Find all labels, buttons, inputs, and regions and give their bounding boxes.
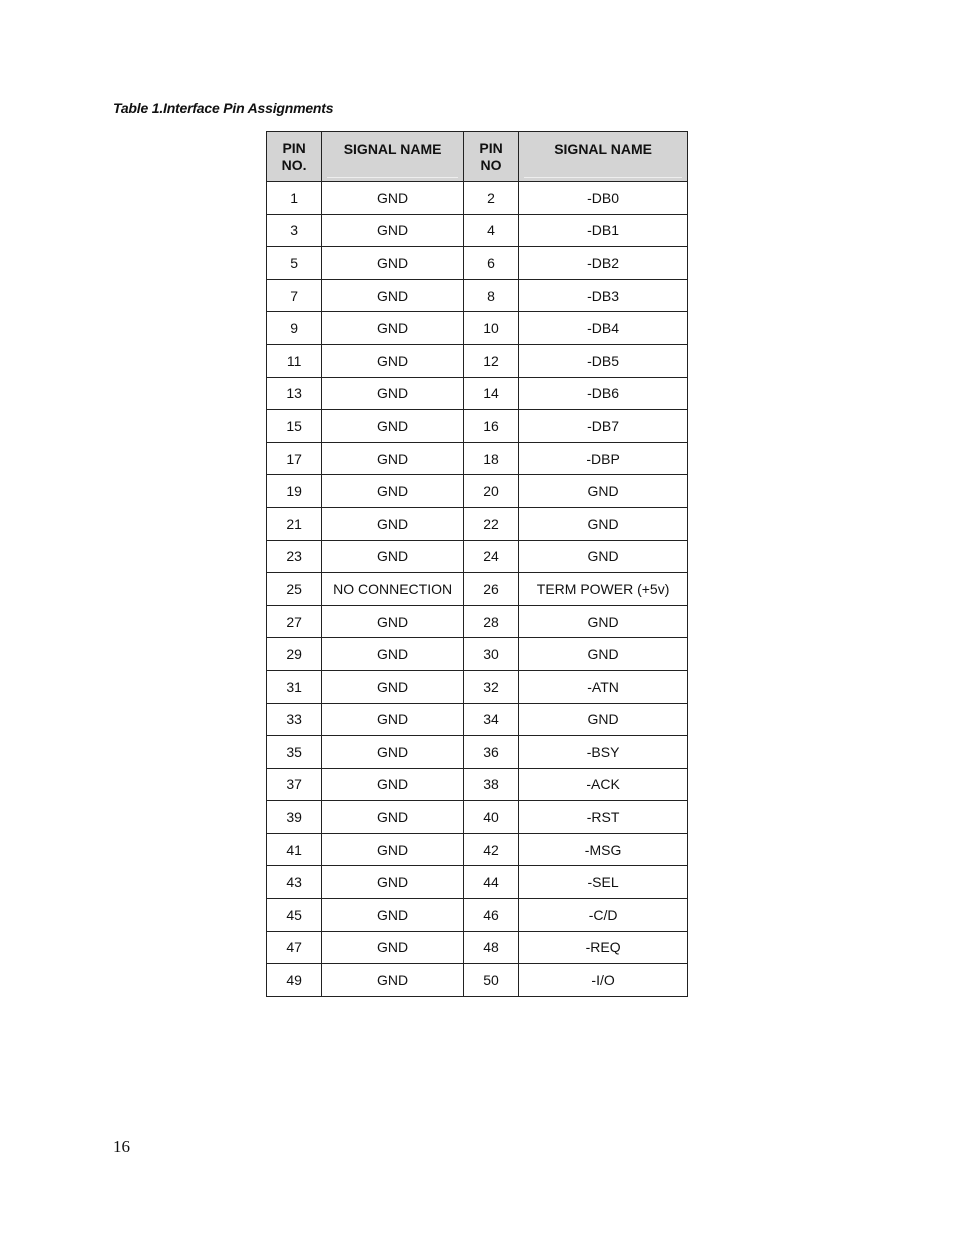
signal-name-cell: -MSG [519, 833, 688, 866]
header-signal-name-1-label: SIGNAL NAME [327, 135, 458, 178]
signal-name-cell: -DB6 [519, 377, 688, 410]
pin-number-cell: 23 [267, 540, 322, 573]
table-row [267, 964, 688, 997]
pin-number-cell: 25 [267, 573, 322, 606]
pin-number-cell: 42 [463, 833, 518, 866]
pin-number-cell: 31 [267, 670, 322, 703]
signal-name-cell: -C/D [519, 899, 688, 932]
signal-name-cell: GND [322, 801, 464, 834]
pin-number-cell: 40 [463, 801, 518, 834]
signal-name-cell: GND [322, 605, 464, 638]
table-row [267, 279, 688, 312]
header-pin-no-1-label: PIN NO. [281, 139, 307, 173]
signal-name-cell: -DB7 [519, 410, 688, 443]
table-row [267, 768, 688, 801]
signal-name-cell: GND [322, 736, 464, 769]
pin-number-cell: 5 [267, 247, 322, 280]
pin-number-cell: 39 [267, 801, 322, 834]
pin-number-cell: 6 [463, 247, 518, 280]
pin-number-cell: 22 [463, 507, 518, 540]
table-row [267, 833, 688, 866]
signal-name-cell: -ATN [519, 670, 688, 703]
pin-number-cell: 24 [463, 540, 518, 573]
signal-name-cell: GND [322, 540, 464, 573]
table-row [267, 703, 688, 736]
signal-name-cell: NO CONNECTION [322, 573, 464, 606]
pin-number-cell: 16 [463, 410, 518, 443]
table-header [267, 132, 688, 182]
pin-number-cell: 28 [463, 605, 518, 638]
pin-number-cell: 12 [463, 344, 518, 377]
pin-number-cell: 14 [463, 377, 518, 410]
signal-name-cell: GND [322, 931, 464, 964]
pin-number-cell: 35 [267, 736, 322, 769]
table-row [267, 344, 688, 377]
pin-number-cell: 37 [267, 768, 322, 801]
pin-number-cell: 18 [463, 442, 518, 475]
signal-name-cell: GND [322, 410, 464, 443]
table-row [267, 182, 688, 215]
signal-name-cell: GND [322, 670, 464, 703]
pin-number-cell: 20 [463, 475, 518, 508]
pin-number-cell: 34 [463, 703, 518, 736]
signal-name-cell: GND [519, 475, 688, 508]
signal-name-cell: GND [322, 638, 464, 671]
pin-number-cell: 27 [267, 605, 322, 638]
signal-name-cell: -BSY [519, 736, 688, 769]
signal-name-cell: -DB4 [519, 312, 688, 345]
table-row [267, 312, 688, 345]
signal-name-cell: GND [322, 344, 464, 377]
pin-number-cell: 21 [267, 507, 322, 540]
table-row [267, 736, 688, 769]
table-row [267, 247, 688, 280]
signal-name-cell: GND [322, 964, 464, 997]
table-row [267, 507, 688, 540]
pin-number-cell: 48 [463, 931, 518, 964]
signal-name-cell: GND [322, 377, 464, 410]
pin-number-cell: 9 [267, 312, 322, 345]
table-row [267, 377, 688, 410]
header-signal-name-2 [519, 132, 688, 182]
signal-name-cell: -DB5 [519, 344, 688, 377]
signal-name-cell: GND [322, 475, 464, 508]
table-row [267, 670, 688, 703]
signal-name-cell: -DB0 [519, 182, 688, 215]
signal-name-cell: GND [322, 768, 464, 801]
signal-name-cell: GND [322, 833, 464, 866]
table-row [267, 214, 688, 247]
pin-assignment-table [266, 131, 688, 997]
pin-number-cell: 41 [267, 833, 322, 866]
signal-name-cell: GND [322, 442, 464, 475]
signal-name-cell: GND [519, 703, 688, 736]
signal-name-cell: -SEL [519, 866, 688, 899]
pin-number-cell: 15 [267, 410, 322, 443]
header-row [267, 132, 688, 182]
signal-name-cell: GND [322, 182, 464, 215]
pin-number-cell: 13 [267, 377, 322, 410]
signal-name-cell: -I/O [519, 964, 688, 997]
table-row [267, 931, 688, 964]
pin-number-cell: 11 [267, 344, 322, 377]
pin-number-cell: 44 [463, 866, 518, 899]
signal-name-cell: GND [519, 507, 688, 540]
pin-number-cell: 8 [463, 279, 518, 312]
page-number: 16 [113, 1137, 130, 1156]
pin-number-cell: 46 [463, 899, 518, 932]
pin-number-cell: 7 [267, 279, 322, 312]
table-body [267, 182, 688, 997]
header-pin-no-1 [267, 132, 322, 182]
signal-name-cell: GND [519, 540, 688, 573]
pin-number-cell: 43 [267, 866, 322, 899]
pin-number-cell: 19 [267, 475, 322, 508]
signal-name-cell: -ACK [519, 768, 688, 801]
table-row [267, 540, 688, 573]
signal-name-cell: TERM POWER (+5v) [519, 573, 688, 606]
pin-number-cell: 50 [463, 964, 518, 997]
header-signal-name-2-label: SIGNAL NAME [524, 135, 682, 178]
pin-number-cell: 33 [267, 703, 322, 736]
pin-number-cell: 10 [463, 312, 518, 345]
table-row [267, 410, 688, 443]
pin-number-cell: 1 [267, 182, 322, 215]
signal-name-cell: GND [322, 507, 464, 540]
pin-number-cell: 30 [463, 638, 518, 671]
pin-number-cell: 32 [463, 670, 518, 703]
header-pin-no-2-label: PIN NO [479, 139, 503, 173]
table-row [267, 638, 688, 671]
signal-name-cell: GND [322, 899, 464, 932]
table-row [267, 475, 688, 508]
table-caption: Table 1.Interface Pin Assignments [113, 100, 334, 116]
signal-name-cell: -REQ [519, 931, 688, 964]
signal-name-cell: GND [519, 605, 688, 638]
signal-name-cell: -DB2 [519, 247, 688, 280]
table-row [267, 801, 688, 834]
signal-name-cell: GND [322, 247, 464, 280]
pin-number-cell: 17 [267, 442, 322, 475]
pin-number-cell: 47 [267, 931, 322, 964]
pin-number-cell: 3 [267, 214, 322, 247]
pin-number-cell: 36 [463, 736, 518, 769]
signal-name-cell: GND [322, 214, 464, 247]
header-signal-name-1 [322, 132, 464, 182]
header-pin-no-2 [463, 132, 518, 182]
pin-number-cell: 49 [267, 964, 322, 997]
signal-name-cell: -RST [519, 801, 688, 834]
signal-name-cell: -DB1 [519, 214, 688, 247]
signal-name-cell: GND [322, 703, 464, 736]
table-row [267, 899, 688, 932]
table-row [267, 605, 688, 638]
pin-number-cell: 29 [267, 638, 322, 671]
signal-name-cell: GND [322, 312, 464, 345]
signal-name-cell: -DB3 [519, 279, 688, 312]
signal-name-cell: GND [322, 279, 464, 312]
pin-number-cell: 2 [463, 182, 518, 215]
table-row [267, 866, 688, 899]
pin-number-cell: 4 [463, 214, 518, 247]
signal-name-cell: -DBP [519, 442, 688, 475]
pin-number-cell: 45 [267, 899, 322, 932]
pin-number-cell: 38 [463, 768, 518, 801]
signal-name-cell: GND [519, 638, 688, 671]
signal-name-cell: GND [322, 866, 464, 899]
pin-number-cell: 26 [463, 573, 518, 606]
table-row [267, 573, 688, 606]
table-row [267, 442, 688, 475]
